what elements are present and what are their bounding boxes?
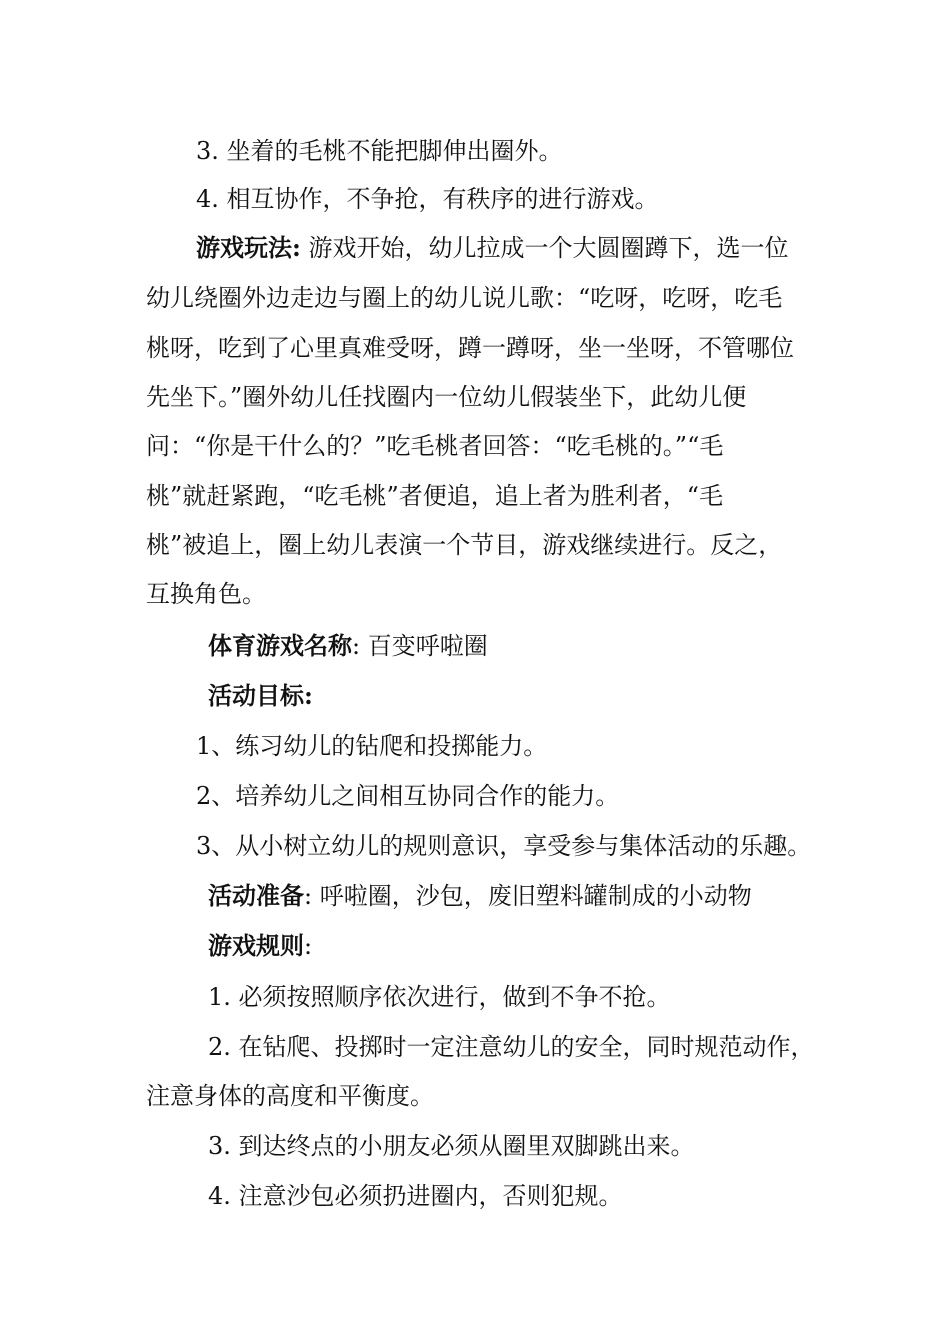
game-method-line: 互换角色。: [146, 580, 266, 608]
game2-rule-3: 3. 到达终点的小朋友必须从圈里双脚跳出来。: [208, 1132, 695, 1160]
game-name-value: : 百变呼啦圈: [352, 632, 488, 660]
game2-rule-1: 1. 必须按照顺序依次进行，做到不争不抢。: [208, 983, 671, 1011]
game-method-line: 桃”就赶紧跑，“吃毛桃”者便追，追上者为胜利者，“毛: [146, 482, 724, 510]
activity-prep-value: : 呼啦圈，沙包，废旧塑料罐制成的小动物: [304, 882, 752, 910]
game-method-text: 游戏开始，幼儿拉成一个大圆圈蹲下，选一位: [300, 234, 789, 262]
game2-rule-2-line-1: 2. 在钻爬、投掷时一定注意幼儿的安全，同时规范动作，: [208, 1033, 815, 1061]
game2-rule-2-line-2: 注意身体的高度和平衡度。: [146, 1082, 434, 1110]
game-name-label: 体育游戏名称: [208, 631, 352, 660]
activity-prep-row: [208, 881, 752, 910]
game-name-row: [208, 631, 488, 660]
activity-goal-heading: 活动目标:: [208, 681, 313, 710]
game-method-line: 幼儿绕圈外边走边与圈上的幼儿说儿歌：“吃呀，吃呀，吃毛: [146, 284, 783, 312]
goal-item: 2、培养幼儿之间相互协同合作的能力。: [196, 782, 620, 810]
game-method-paragraph-first-line: [196, 233, 789, 262]
game1-rule-4: 4. 相互协作，不争抢，有秩序的进行游戏。: [196, 185, 659, 213]
goal-item: 3、从小树立幼儿的规则意识，享受参与集体活动的乐趣。: [196, 832, 812, 860]
game2-rule-4: 4. 注意沙包必须扔进圈内，否则犯规。: [208, 1182, 623, 1210]
activity-prep-label: 活动准备: [208, 881, 304, 910]
game1-rule-3: 3. 坐着的毛桃不能把脚伸出圈外。: [196, 137, 563, 165]
game-method-line: 桃”被追上，圈上幼儿表演一个节目，游戏继续进行。反之，: [146, 531, 783, 559]
game-rules-heading: 游戏规则:: [208, 931, 313, 960]
game-method-line: 先坐下。”圈外幼儿任找圈内一位幼儿假装坐下，此幼儿便: [146, 383, 747, 411]
game-method-line: 桃呀，吃到了心里真难受呀，蹲一蹲呀，坐一坐呀，不管哪位: [146, 334, 794, 362]
game-method-line: 问：“你是干什么的？”吃毛桃者回答：“吃毛桃的。”“毛: [146, 432, 724, 460]
goal-item: 1、练习幼儿的钻爬和投掷能力。: [196, 732, 548, 760]
game-method-label: 游戏玩法:: [196, 233, 301, 262]
game-rules-label: 游戏规则: [208, 931, 304, 960]
